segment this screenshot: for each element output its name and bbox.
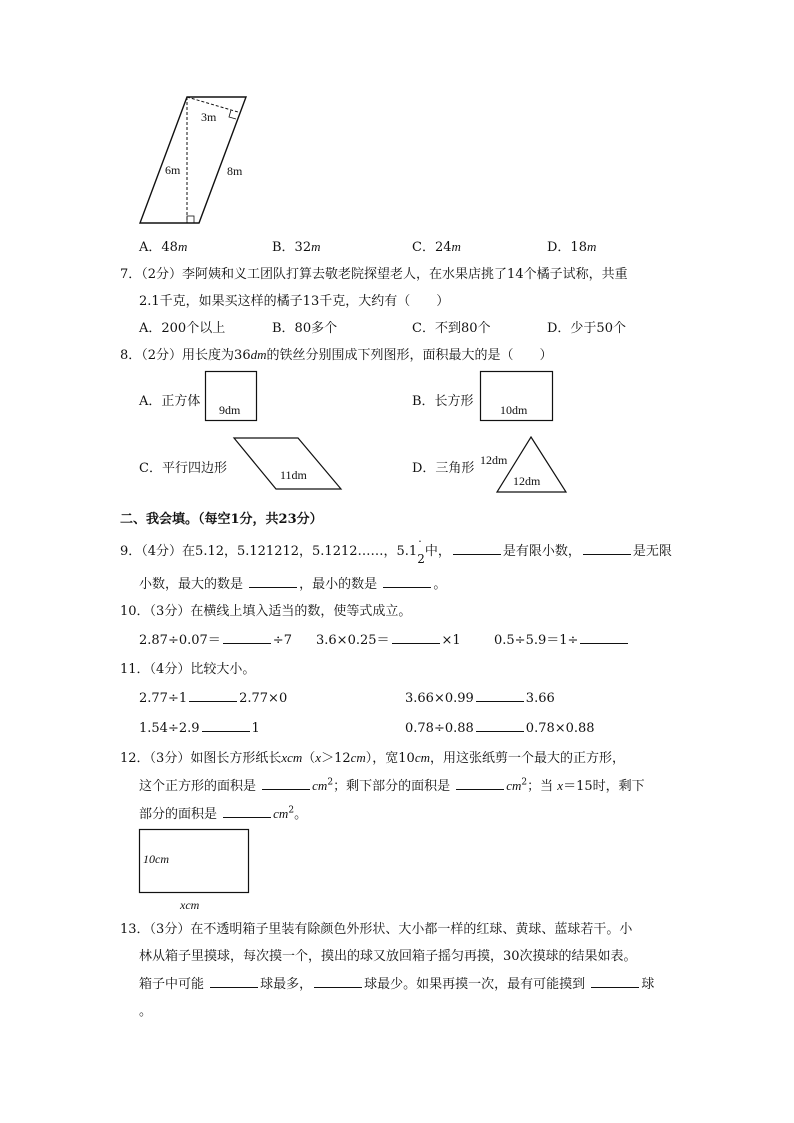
- parallelogram-side-label: 11dm: [280, 468, 307, 482]
- q11-cmp4: 0.78÷0.88 0.78×0.88: [405, 718, 595, 736]
- q7-line1: 7．（2分）李阿姨和义工团队打算去敬老院探望老人，在水果店挑了14个橘子试称，共重: [120, 267, 628, 282]
- q11-cmp2: 3.66×0.99 3.66: [405, 688, 555, 706]
- q6-option-c: C．24m: [412, 239, 461, 255]
- q11-cmp1: 2.77÷1 2.77×0: [139, 688, 287, 706]
- q10-eq3: 0.5÷5.9＝1÷: [494, 629, 630, 648]
- square-side-label: 9dm: [219, 403, 241, 417]
- parallelogram-figure: [130, 90, 260, 230]
- q7-option-d: D．少于50个: [547, 321, 626, 336]
- q8-stem: 8．（2分）用长度为36dm的铁丝分别围成下列图形，面积最大的是（ ）: [120, 347, 553, 363]
- q8-option-a-label: A．正方体: [139, 394, 201, 409]
- triangle-side-label: 12dm: [480, 453, 508, 467]
- q10-stem: 10．（3分）在横线上填入适当的数，使等式成立。: [120, 604, 412, 619]
- q10-eq2: 3.6×0.25＝ ×1: [316, 629, 461, 648]
- figure-label-left: 6m: [165, 163, 181, 177]
- q7-option-a: A．200个以上: [139, 321, 226, 336]
- q10-eq1: 2.87÷0.07＝ ÷7: [139, 629, 292, 648]
- q6-option-a: A．48m: [139, 239, 188, 255]
- section-title: 二、我会填。（每空1分，共23分）: [120, 512, 323, 527]
- q12-line3: 部分的面积是 $cm^2$。: [139, 805, 308, 822]
- q6-option-b: B．32m: [272, 239, 321, 255]
- q8-option-c-label: C．平行四边形: [139, 461, 227, 476]
- q11-stem: 11．（4分）比较大小。: [120, 662, 256, 677]
- q12-width-label: 10cm: [143, 852, 169, 866]
- q9-line1: 9．（4分）在5.12，5.121212，5.1212……，5.1 · 2中， 是有限小数， 是无限: [120, 535, 672, 566]
- q8-option-b-label: B．长方形: [412, 394, 474, 409]
- q11-cmp3: 1.54÷2.9 1: [139, 718, 260, 736]
- q12-line2: 这个正方形的面积是 $cm^2$；剩下部分的面积是 $cm^2$；当 x＝15时，剩下: [139, 777, 645, 794]
- q13-line3: 箱子中可能 球最多， 球最少。如果再摸一次，最有可能摸到 球: [139, 973, 654, 992]
- q7-option-c: C．不到80个: [412, 321, 491, 336]
- figure-label-top: 3m: [201, 110, 217, 124]
- rectangle-side-label: 10dm: [500, 403, 528, 417]
- q12-line1: 12．（3分）如图长方形纸长xcm（x＞12cm），宽10cm，用这张纸剪一个最大的正方形，: [120, 750, 626, 766]
- q9-line2: 小数，最大的数是 ，最小的数是 。: [139, 573, 446, 592]
- q12-length-label: xcm: [180, 898, 200, 912]
- q13-line1: 13．（3分）在不透明箱子里装有除颜色外形状、大小都一样的红球、黄球、蓝球若干。小: [120, 922, 633, 937]
- q13-line4: 。: [139, 1004, 153, 1019]
- q8-option-d-label: D．三角形: [412, 461, 475, 476]
- q7-option-b: B．80多个: [272, 321, 338, 336]
- figure-label-right: 8m: [227, 164, 243, 178]
- q6-option-d: D．18m: [547, 239, 597, 255]
- q13-line2: 林从箱子里摸球，每次摸一个，摸出的球又放回箱子摇匀再摸，30次摸球的结果如表。: [139, 949, 637, 964]
- q7-line2: 2.1千克，如果买这样的橘子13千克，大约有（ ）: [139, 294, 450, 309]
- parallelogram-option-figure: [232, 437, 344, 492]
- triangle-base-label: 12dm: [513, 474, 541, 488]
